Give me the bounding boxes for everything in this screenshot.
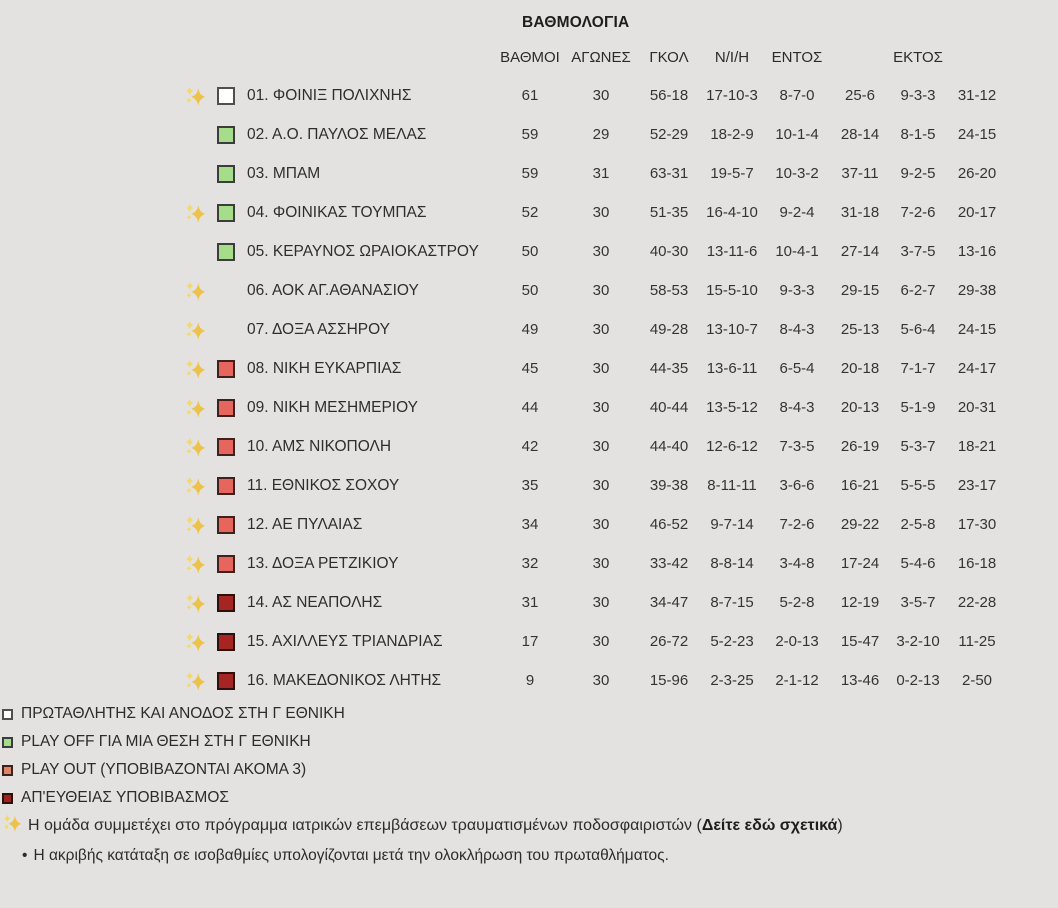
zone-square — [217, 555, 235, 573]
away-goals-value: 24-17 — [957, 360, 997, 377]
team-name: 12. ΑΕ ΠΥΛΑΙΑΣ — [247, 515, 363, 533]
away-record-value: 5-4-6 — [900, 555, 936, 572]
wdl-value: 9-7-14 — [710, 516, 754, 533]
away-goals-value: 2-50 — [961, 672, 993, 689]
team-name: 09. ΝΙΚΗ ΜΕΣΗΜΕΡΙΟΥ — [247, 398, 419, 416]
col-header-games: ΑΓΩΝΕΣ — [571, 49, 631, 66]
sparkles-icon — [182, 631, 208, 653]
away-record-value: 7-1-7 — [900, 360, 936, 377]
sparkles-icon — [182, 358, 208, 380]
table-row — [0, 232, 1058, 271]
points-value: 59 — [521, 165, 539, 182]
points-value: 59 — [521, 126, 539, 143]
col-header-home: ΕΝΤΟΣ — [771, 49, 823, 66]
points-value: 35 — [521, 477, 539, 494]
legend-label: ΑΠ'ΕΥΘΕΙΑΣ ΥΠΟΒΙΒΑΣΜΟΣ — [21, 789, 229, 806]
away-record-value: 5-3-7 — [900, 438, 936, 455]
table-row — [0, 76, 1058, 115]
away-record-value: 5-1-9 — [900, 399, 936, 416]
zone-square — [217, 126, 235, 144]
team-name: 05. ΚΕΡΑΥΝΟΣ ΩΡΑΙΟΚΑΣΤΡΟΥ — [247, 242, 479, 260]
points-value: 32 — [521, 555, 539, 572]
zone-square-cell — [208, 672, 244, 690]
home-goals-value: 37-11 — [841, 165, 879, 182]
home-record-value: 2-0-13 — [775, 633, 819, 650]
table-row — [0, 349, 1058, 388]
away-record-value: 7-2-6 — [900, 204, 936, 221]
legend-zone-square — [2, 793, 13, 804]
home-record-value: 7-2-6 — [779, 516, 815, 533]
wdl-value: 15-5-10 — [706, 282, 758, 299]
sparkles-icon — [182, 670, 208, 692]
away-goals-value: 13-16 — [957, 243, 997, 260]
home-record-value: 7-3-5 — [779, 438, 815, 455]
legend-zone-square — [2, 765, 13, 776]
wdl-value: 5-2-23 — [710, 633, 754, 650]
table-row — [0, 427, 1058, 466]
team-name: 13. ΔΟΞΑ ΡΕΤΖΙΚΙΟΥ — [247, 554, 399, 572]
footnote — [0, 847, 1058, 865]
team-name: 11. ΕΘΝΙΚΟΣ ΣΟΧΟΥ — [247, 476, 400, 494]
home-goals-value: 20-18 — [840, 360, 880, 377]
zone-square — [217, 399, 235, 417]
sparkles-icon — [182, 514, 208, 536]
wdl-value: 13-10-7 — [706, 321, 758, 338]
table-row — [0, 115, 1058, 154]
goals-value: 34-47 — [649, 594, 689, 611]
wdl-value: 17-10-3 — [706, 87, 758, 104]
goals-value: 44-40 — [649, 438, 689, 455]
goals-value: 46-52 — [649, 516, 689, 533]
points-value: 45 — [521, 360, 539, 377]
points-value: 34 — [521, 516, 539, 533]
zone-square — [217, 204, 235, 222]
star-note — [0, 812, 1058, 839]
zone-square — [217, 516, 235, 534]
wdl-value: 12-6-12 — [706, 438, 758, 455]
away-record-value: 3-7-5 — [900, 243, 936, 260]
home-goals-value: 16-21 — [840, 477, 880, 494]
points-value: 44 — [521, 399, 539, 416]
points-value: 9 — [525, 672, 535, 689]
zone-square-cell — [208, 126, 244, 144]
goals-value: 44-35 — [649, 360, 689, 377]
zone-square-cell — [208, 555, 244, 573]
legend-zone-square — [2, 709, 13, 720]
bullet: • — [22, 847, 28, 864]
wdl-value: 8-11-11 — [707, 477, 757, 494]
table-row — [0, 388, 1058, 427]
page-title: ΒΑΘΜΟΛΟΓΙΑ — [522, 14, 630, 31]
home-goals-value: 25-6 — [844, 87, 876, 104]
zone-square-cell — [208, 360, 244, 378]
home-goals-value: 12-19 — [840, 594, 880, 611]
zone-square-cell — [208, 282, 244, 300]
sparkles-icon — [182, 436, 208, 458]
team-name: 15. ΑΧΙΛΛΕΥΣ ΤΡΙΑΝΔΡΙΑΣ — [247, 632, 443, 650]
zone-square-cell — [208, 594, 244, 612]
wdl-value: 19-5-7 — [710, 165, 754, 182]
wdl-value: 13-6-11 — [706, 360, 758, 377]
points-value: 49 — [521, 321, 539, 338]
home-record-value: 3-4-8 — [779, 555, 815, 572]
sparkles-icon — [2, 813, 28, 838]
team-name: 16. ΜΑΚΕΔΟΝΙΚΟΣ ΛΗΤΗΣ — [247, 671, 442, 689]
away-goals-value: 18-21 — [957, 438, 997, 455]
points-value: 31 — [521, 594, 539, 611]
home-record-value: 10-1-4 — [775, 126, 819, 143]
sparkles-icon — [182, 319, 208, 341]
table-row — [0, 310, 1058, 349]
goals-value: 33-42 — [649, 555, 689, 572]
games-value: 30 — [592, 282, 610, 299]
legend — [0, 700, 1058, 812]
sparkles-icon — [182, 202, 208, 224]
away-goals-value: 20-17 — [957, 204, 997, 221]
table-row — [0, 505, 1058, 544]
table-row — [0, 622, 1058, 661]
games-value: 31 — [592, 165, 610, 182]
table-row — [0, 544, 1058, 583]
points-value: 50 — [521, 243, 539, 260]
zone-square-cell — [208, 477, 244, 495]
away-record-value: 2-5-8 — [900, 516, 936, 533]
away-goals-value: 26-20 — [957, 165, 997, 182]
col-header-wdl: Ν/Ι/Η — [714, 49, 750, 66]
away-record-value: 9-2-5 — [900, 165, 936, 182]
home-goals-value: 13-46 — [840, 672, 880, 689]
goals-value: 15-96 — [649, 672, 689, 689]
away-goals-value: 16-18 — [957, 555, 997, 572]
goals-value: 63-31 — [649, 165, 689, 182]
away-record-value: 9-3-3 — [900, 87, 936, 104]
goals-value: 56-18 — [649, 87, 689, 104]
legend-item — [2, 728, 1058, 756]
goals-value: 40-44 — [649, 399, 689, 416]
wdl-value: 16-4-10 — [706, 204, 758, 221]
sparkles-icon — [182, 592, 208, 614]
away-goals-value: 23-17 — [957, 477, 997, 494]
away-goals-value: 24-15 — [957, 321, 997, 338]
team-name: 01. ΦΟΙΝΙΞ ΠΟΛΙΧΝΗΣ — [247, 86, 412, 104]
sparkles-icon — [182, 397, 208, 419]
team-name: 07. ΔΟΞΑ ΑΣΣΗΡΟΥ — [247, 320, 391, 338]
away-record-value: 5-6-4 — [900, 321, 936, 338]
table-row — [0, 661, 1058, 700]
home-goals-value: 29-22 — [840, 516, 880, 533]
table-row — [0, 193, 1058, 232]
points-value: 61 — [521, 87, 539, 104]
away-record-value: 3-5-7 — [900, 594, 936, 611]
away-record-value: 0-2-13 — [896, 672, 940, 689]
wdl-value: 8-7-15 — [710, 594, 754, 611]
home-goals-value: 27-14 — [840, 243, 880, 260]
legend-item — [2, 700, 1058, 728]
zone-square-cell — [208, 399, 244, 417]
points-value: 52 — [521, 204, 539, 221]
legend-label: PLAY OUT (ΥΠΟΒΙΒΑΖΟΝΤΑΙ ΑΚΟΜΑ 3) — [21, 761, 307, 778]
games-value: 30 — [592, 360, 610, 377]
home-record-value: 8-4-3 — [779, 399, 815, 416]
wdl-value: 13-5-12 — [706, 399, 758, 416]
team-name: 08. ΝΙΚΗ ΕΥΚΑΡΠΙΑΣ — [247, 359, 402, 377]
star-note-text: Η ομάδα συμμετέχει στο πρόγραμμα ιατρικών επεμβάσεων τραυματισμένων ποδοσφαιριστών ( — [28, 816, 702, 834]
goals-value: 40-30 — [649, 243, 689, 260]
points-value: 50 — [521, 282, 539, 299]
games-value: 30 — [592, 399, 610, 416]
team-name: 03. ΜΠΑΜ — [247, 164, 321, 182]
zone-square — [217, 360, 235, 378]
home-record-value: 2-1-12 — [775, 672, 819, 689]
games-value: 30 — [592, 477, 610, 494]
home-record-value: 9-3-3 — [779, 282, 815, 299]
footnote-text: Η ακριβής κατάταξη σε ισοβαθμίες υπολογίζονται μετά την ολοκλήρωση του πρωταθλήματος. — [33, 847, 669, 864]
standings-rows — [0, 76, 1058, 700]
wdl-value: 18-2-9 — [710, 126, 754, 143]
zone-square — [217, 477, 235, 495]
see-here-link[interactable]: Δείτε εδώ σχετικά — [701, 816, 838, 834]
zone-square — [217, 438, 235, 456]
zone-square-cell — [208, 633, 244, 651]
team-name: 04. ΦΟΙΝΙΚΑΣ ΤΟΥΜΠΑΣ — [247, 203, 427, 221]
team-name: 02. Α.Ο. ΠΑΥΛΟΣ ΜΕΛΑΣ — [247, 125, 427, 143]
away-goals-value: 11-25 — [958, 633, 996, 650]
standings-header — [0, 49, 1058, 66]
table-row — [0, 583, 1058, 622]
goals-value: 26-72 — [649, 633, 689, 650]
games-value: 30 — [592, 555, 610, 572]
legend-label: ΠΡΩΤΑΘΛΗΤΗΣ ΚΑΙ ΑΝΟΔΟΣ ΣΤΗ Γ ΕΘΝΙΚΗ — [21, 705, 345, 722]
home-record-value: 6-5-4 — [779, 360, 815, 377]
zone-square-cell — [208, 243, 244, 261]
away-goals-value: 20-31 — [957, 399, 997, 416]
col-header-points: ΒΑΘΜΟΙ — [500, 49, 560, 66]
sparkles-icon — [182, 553, 208, 575]
zone-square — [217, 87, 235, 105]
home-record-value: 10-4-1 — [775, 243, 819, 260]
away-record-value: 5-5-5 — [900, 477, 936, 494]
games-value: 30 — [592, 672, 610, 689]
home-record-value: 8-7-0 — [779, 87, 815, 104]
zone-square-cell — [208, 438, 244, 456]
team-name: 06. ΑΟΚ ΑΓ.ΑΘΑΝΑΣΙΟΥ — [247, 281, 419, 299]
games-value: 30 — [592, 321, 610, 338]
games-value: 29 — [592, 126, 610, 143]
legend-zone-square — [2, 737, 13, 748]
goals-value: 58-53 — [649, 282, 689, 299]
home-goals-value: 25-13 — [840, 321, 880, 338]
away-record-value: 8-1-5 — [900, 126, 936, 143]
goals-value: 49-28 — [649, 321, 689, 338]
goals-value: 52-29 — [649, 126, 689, 143]
home-goals-value: 28-14 — [840, 126, 880, 143]
sparkles-icon — [182, 85, 208, 107]
games-value: 30 — [592, 594, 610, 611]
away-goals-value: 29-38 — [957, 282, 997, 299]
zone-square-cell — [208, 321, 244, 339]
home-goals-value: 17-24 — [840, 555, 880, 572]
zone-square — [217, 594, 235, 612]
legend-item — [2, 784, 1058, 812]
games-value: 30 — [592, 204, 610, 221]
zone-square — [217, 672, 235, 690]
home-goals-value: 15-47 — [840, 633, 880, 650]
team-name: 14. ΑΣ ΝΕΑΠΟΛΗΣ — [247, 593, 383, 611]
zone-square — [217, 243, 235, 261]
away-goals-value: 22-28 — [957, 594, 997, 611]
table-row — [0, 154, 1058, 193]
zone-square — [217, 165, 235, 183]
goals-value: 51-35 — [649, 204, 689, 221]
points-value: 42 — [521, 438, 539, 455]
table-row — [0, 271, 1058, 310]
home-goals-value: 20-13 — [840, 399, 880, 416]
away-goals-value: 24-15 — [957, 126, 997, 143]
wdl-value: 13-11-6 — [706, 243, 758, 260]
home-record-value: 8-4-3 — [779, 321, 815, 338]
home-goals-value: 26-19 — [840, 438, 880, 455]
goals-value: 39-38 — [649, 477, 689, 494]
zone-square-cell — [208, 165, 244, 183]
sparkles-icon — [182, 475, 208, 497]
home-record-value: 5-2-8 — [779, 594, 815, 611]
zone-square-cell — [208, 516, 244, 534]
col-header-away: ΕΚΤΟΣ — [893, 49, 943, 66]
home-goals-value: 31-18 — [840, 204, 880, 221]
away-record-value: 6-2-7 — [900, 282, 936, 299]
sparkles-icon — [182, 280, 208, 302]
zone-square-cell — [208, 87, 244, 105]
games-value: 30 — [592, 87, 610, 104]
home-record-value: 3-6-6 — [779, 477, 815, 494]
legend-label: PLAY OFF ΓΙΑ ΜΙΑ ΘΕΣΗ ΣΤΗ Γ ΕΘΝΙΚΗ — [21, 733, 311, 750]
away-goals-value: 17-30 — [957, 516, 997, 533]
away-goals-value: 31-12 — [957, 87, 997, 104]
team-name: 10. ΑΜΣ ΝΙΚΟΠΟΛΗ — [247, 437, 392, 455]
games-value: 30 — [592, 516, 610, 533]
home-record-value: 10-3-2 — [775, 165, 819, 182]
home-goals-value: 29-15 — [840, 282, 880, 299]
legend-item — [2, 756, 1058, 784]
wdl-value: 2-3-25 — [710, 672, 754, 689]
away-record-value: 3-2-10 — [896, 633, 940, 650]
star-note-suffix: ) — [837, 816, 843, 834]
home-record-value: 9-2-4 — [779, 204, 815, 221]
table-row — [0, 466, 1058, 505]
wdl-value: 8-8-14 — [710, 555, 754, 572]
col-header-goals: ΓΚΟΛ — [649, 49, 689, 66]
games-value: 30 — [592, 633, 610, 650]
games-value: 30 — [592, 243, 610, 260]
zone-square-cell — [208, 204, 244, 222]
points-value: 17 — [521, 633, 539, 650]
zone-square — [217, 633, 235, 651]
games-value: 30 — [592, 438, 610, 455]
